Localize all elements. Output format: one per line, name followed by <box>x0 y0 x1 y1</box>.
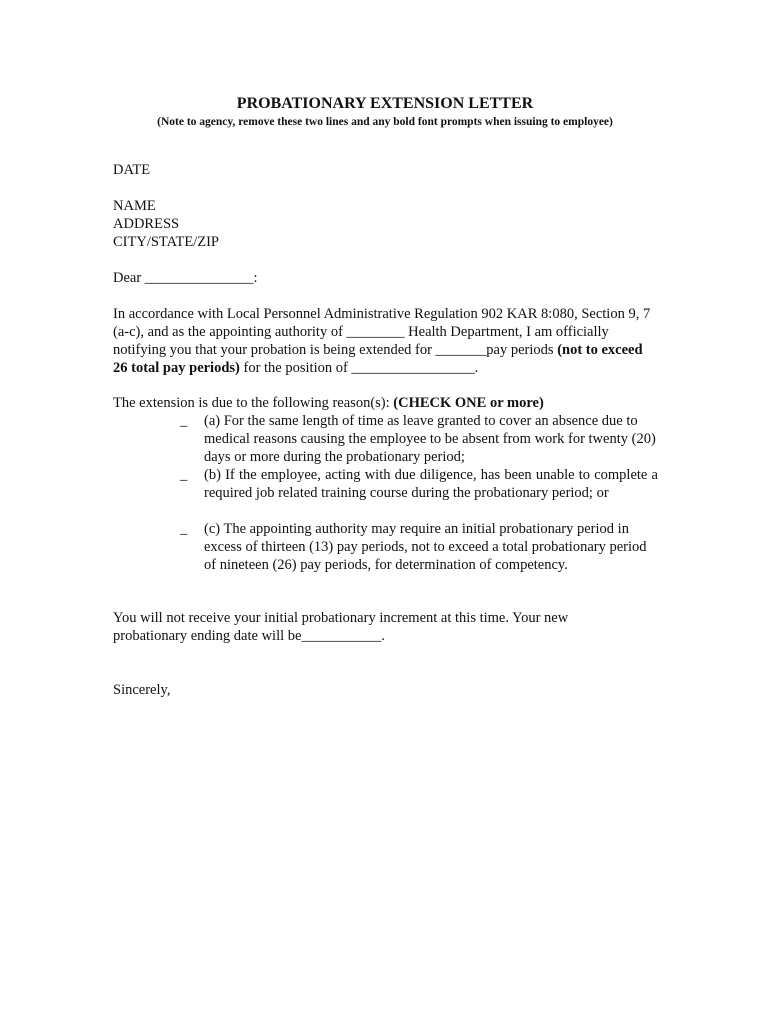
letter-title: PROBATIONARY EXTENSION LETTER <box>236 95 534 112</box>
body-paragraph-extension-tail: for the position of _________________. <box>239 360 479 376</box>
reason-checkbox-b[interactable]: _ <box>180 467 188 483</box>
reasons-intro <box>113 394 544 412</box>
check-one-prompt: (CHECK ONE or more) <box>393 395 544 411</box>
name-field: NAME <box>113 198 156 214</box>
reasons-intro-text: The extension is due to the following reason(s): <box>113 395 394 411</box>
reason-item-c <box>180 520 658 574</box>
reason-text-b: (b) If the employee, acting with due diligence, has been unable to complete a required job related training course during the probationary period; or <box>204 467 658 501</box>
address-field: ADDRESS <box>113 216 180 232</box>
agency-note: (Note to agency, remove these two lines and any bold font prompts when issuing to employee) <box>157 116 613 128</box>
reason-item-b <box>180 466 658 502</box>
body-paragraph-extension-text: In accordance with Local Personnel Administrative Regulation 902 KAR 8:080, Section 9, 7 (a-c), and as the appointing authority of ________ Health Department, I am officially notifying you that your probation is being extended for _______pay periods <box>113 306 651 358</box>
increment-paragraph: You will not receive your initial probationary increment at this time. Your new probationary ending date will be___________. <box>113 610 569 644</box>
reason-checkbox-c[interactable]: _ <box>180 521 188 537</box>
body-paragraph-extension <box>113 305 658 377</box>
pay-period-limit-prompt: (not to exceed 26 total pay periods) <box>113 342 643 376</box>
reason-text-a: (a) For the same length of time as leave granted to cover an absence due to medical reasons causing the employee to be absent from work for twenty (20) days or more during the probationary period; <box>204 413 656 465</box>
closing: Sincerely, <box>113 682 171 698</box>
salutation: Dear _______________: <box>113 270 258 286</box>
reason-item-a <box>180 412 658 466</box>
date-field: DATE <box>113 162 151 178</box>
city-state-zip-field: CITY/STATE/ZIP <box>113 234 219 250</box>
reason-text-c: (c) The appointing authority may require an initial probationary period in excess of thirteen (13) pay periods, not to exceed a total probationary period of nineteen (26) pay periods, for determination of competency. <box>204 521 647 573</box>
reason-checkbox-a[interactable]: _ <box>180 413 188 429</box>
